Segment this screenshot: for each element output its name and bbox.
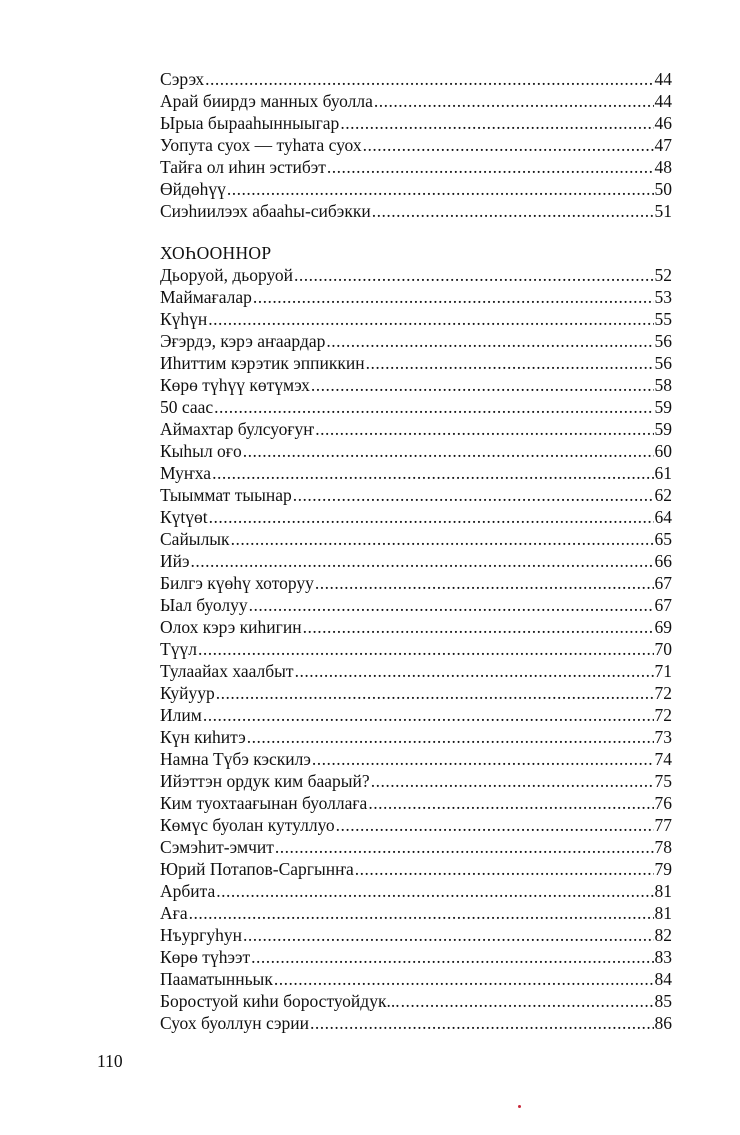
toc-entry-page: 72 — [654, 683, 672, 703]
toc-entry-page: 83 — [654, 947, 672, 967]
page-number: 110 — [97, 1051, 123, 1071]
toc-leader-dots — [275, 836, 654, 858]
toc-leader-dots — [209, 506, 654, 528]
toc-leader-dots — [363, 134, 654, 156]
toc-leader-dots — [231, 528, 654, 550]
toc-entry-page: 81 — [654, 903, 672, 923]
toc-entry-title: Пааматынньык — [160, 969, 273, 989]
toc-leader-dots — [249, 594, 654, 616]
toc-entry-title: Арай биирдэ манных буолла — [160, 91, 373, 111]
toc-leader-dots — [315, 418, 653, 440]
toc-entry-title: Күһүн — [160, 309, 208, 329]
toc-entry-title: Көрө түһүү көтүмэх — [160, 375, 310, 395]
section-heading: ХОҺООННОР — [160, 243, 272, 263]
toc-entry — [160, 594, 672, 616]
toc-entry — [160, 134, 672, 156]
toc-entry-title: Сиэһиилээх абааһы-сибэкки — [160, 201, 371, 221]
toc-leader-dots — [253, 286, 654, 308]
toc-leader-dots — [214, 396, 653, 418]
toc-entry — [160, 200, 672, 222]
toc-entry — [160, 660, 672, 682]
ink-speck — [518, 1105, 521, 1108]
toc-entry-page: 56 — [654, 331, 672, 351]
toc-entry — [160, 990, 672, 1012]
toc-entry-title: Ыал буолуу — [160, 595, 248, 615]
toc-entry-page: 85 — [654, 991, 672, 1011]
toc-entry-title: Күн киһитэ — [160, 727, 246, 747]
toc-entry — [160, 178, 672, 200]
toc-entry-title: Аймахтар булсуоғуҥ — [160, 419, 315, 439]
toc-leader-dots — [368, 792, 653, 814]
toc-entry-page: 47 — [654, 135, 672, 155]
toc-entry-title: Уопута суох — туһата суох — [160, 135, 362, 155]
toc-entry-title: Иһиттим кэрэтик эппиккин — [160, 353, 365, 373]
toc-leader-dots — [340, 112, 653, 134]
toc-entry-page: 65 — [654, 529, 672, 549]
toc-entry-page: 84 — [654, 969, 672, 989]
toc-entry — [160, 858, 672, 880]
toc-leader-dots — [295, 660, 654, 682]
toc-entry — [160, 308, 672, 330]
toc-entry — [160, 352, 672, 374]
toc-entry-title: Аға — [160, 903, 188, 923]
toc-leader-dots — [243, 440, 654, 462]
toc-leader-dots — [327, 156, 654, 178]
toc-entry — [160, 462, 672, 484]
toc-entry — [160, 880, 672, 902]
toc-entry — [160, 682, 672, 704]
toc-entry — [160, 156, 672, 178]
toc-leader-dots — [198, 638, 654, 660]
toc-entry-title: Муҥха — [160, 463, 212, 483]
toc-entry — [160, 638, 672, 660]
toc-entry-page: 64 — [654, 507, 672, 527]
toc-leader-dots — [216, 682, 654, 704]
toc-entry-title: Билгэ күөһү хоторуу — [160, 573, 314, 593]
toc-entry-title: Тайға ол иһин эстибэт — [160, 157, 326, 177]
toc-entry-page: 52 — [654, 265, 672, 285]
toc-entry-page: 44 — [654, 91, 672, 111]
toc-entry-page: 53 — [654, 287, 672, 307]
toc-entry-page: 48 — [654, 157, 672, 177]
toc-entry — [160, 286, 672, 308]
toc-entry-title: Дьоруой, дьоруой — [160, 265, 293, 285]
toc-entry-page: 67 — [654, 595, 672, 615]
toc-entry — [160, 396, 672, 418]
toc-entry-page: 86 — [654, 1013, 672, 1033]
toc-entry-title: Кыһыл оғо — [160, 441, 242, 461]
toc-entry-page: 78 — [654, 837, 672, 857]
toc-entry-page: 71 — [654, 661, 672, 681]
toc-entry — [160, 484, 672, 506]
toc-entry-title: Ийэттэн ордук ким баарый? — [160, 771, 370, 791]
toc-leader-dots — [189, 902, 654, 924]
toc-entry-title: Өйдөһүү — [160, 179, 226, 199]
toc-entry-page: 55 — [654, 309, 672, 329]
toc-entry-title: Сайылык — [160, 529, 230, 549]
toc-entry — [160, 550, 672, 572]
toc-entry-page: 73 — [654, 727, 672, 747]
toc-leader-dots — [303, 616, 654, 638]
toc-entry-title: Суох буоллун сэрии — [160, 1013, 309, 1033]
toc-entry — [160, 968, 672, 990]
toc-entry — [160, 704, 672, 726]
toc-entry — [160, 418, 672, 440]
toc-entry-page: 72 — [654, 705, 672, 725]
toc-leader-dots — [355, 858, 654, 880]
toc-entry-page: 82 — [654, 925, 672, 945]
toc-entry-title: Илим — [160, 705, 202, 725]
toc-entry — [160, 946, 672, 968]
toc-leader-dots — [293, 484, 654, 506]
toc-entry-page: 62 — [654, 485, 672, 505]
toc-entry-page: 59 — [654, 419, 672, 439]
toc-entry-title: Эғэрдэ, кэрэ аҥаардар — [160, 331, 326, 351]
toc-entry — [160, 572, 672, 594]
toc-leader-dots — [366, 352, 654, 374]
toc-entry-page: 61 — [654, 463, 672, 483]
toc-leader-dots — [371, 770, 654, 792]
table-of-contents — [160, 68, 672, 1034]
toc-entry — [160, 506, 672, 528]
toc-leader-dots — [212, 462, 653, 484]
toc-group-2 — [160, 264, 672, 1034]
toc-entry — [160, 374, 672, 396]
toc-entry — [160, 924, 672, 946]
toc-entry — [160, 528, 672, 550]
toc-leader-dots — [243, 924, 654, 946]
toc-entry-title: Тыыммат тыынар — [160, 485, 292, 505]
toc-entry-title: Маймaғалар — [160, 287, 252, 307]
toc-entry — [160, 90, 672, 112]
toc-leader-dots — [312, 748, 654, 770]
toc-entry-title: Көмүс буолан кутуллуо — [160, 815, 335, 835]
toc-leader-dots — [372, 200, 654, 222]
toc-entry-page: 51 — [654, 201, 672, 221]
toc-leader-dots — [336, 814, 654, 836]
toc-entry — [160, 748, 672, 770]
toc-entry-title: Тулаайах хаалбыт — [160, 661, 294, 681]
toc-entry-title: Түүл — [160, 639, 197, 659]
toc-entry — [160, 68, 672, 90]
toc-entry — [160, 770, 672, 792]
toc-leader-dots — [208, 308, 653, 330]
toc-entry-page: 56 — [654, 353, 672, 373]
toc-entry-title: Ким туохтаағынан буоллаға — [160, 793, 368, 813]
toc-entry-title: 50 саас — [160, 397, 214, 417]
toc-entry-page: 59 — [654, 397, 672, 417]
toc-entry-page: 69 — [654, 617, 672, 637]
toc-leader-dots — [191, 550, 654, 572]
toc-entry-page: 46 — [654, 113, 672, 133]
toc-entry — [160, 440, 672, 462]
toc-entry-title: Намна Түбэ кэскилэ — [160, 749, 311, 769]
toc-entry-page: 44 — [654, 69, 672, 89]
toc-entry-title: Арбита — [160, 881, 216, 901]
toc-leader-dots — [251, 946, 653, 968]
toc-entry-title: Көрө түһээт — [160, 947, 251, 967]
toc-leader-dots — [247, 726, 654, 748]
toc-entry — [160, 836, 672, 858]
toc-leader-dots — [294, 264, 654, 286]
toc-entry-page: 81 — [654, 881, 672, 901]
toc-leader-dots — [311, 374, 654, 396]
toc-leader-dots — [401, 990, 654, 1012]
toc-leader-dots — [203, 704, 654, 726]
toc-entry-title: Нъургуһун — [160, 925, 242, 945]
toc-entry-page: 70 — [654, 639, 672, 659]
toc-leader-dots — [205, 68, 653, 90]
toc-entry-page: 66 — [654, 551, 672, 571]
toc-entry-title: Боростуой киһи боростуойдук... — [160, 991, 400, 1011]
toc-leader-dots — [315, 572, 654, 594]
toc-leader-dots — [326, 330, 653, 352]
toc-entry — [160, 792, 672, 814]
toc-entry — [160, 726, 672, 748]
toc-leader-dots — [374, 90, 654, 112]
toc-entry-page: 58 — [654, 375, 672, 395]
toc-entry-page: 76 — [654, 793, 672, 813]
toc-entry-page: 60 — [654, 441, 672, 461]
toc-entry-title: Күtүөt — [160, 507, 208, 527]
toc-entry-title: Куйуур — [160, 683, 215, 703]
toc-entry-page: 67 — [654, 573, 672, 593]
toc-entry — [160, 264, 672, 286]
toc-leader-dots — [216, 880, 653, 902]
toc-entry — [160, 112, 672, 134]
toc-entry-title: Ырыа бырааһынныыгар — [160, 113, 340, 133]
toc-entry-title: Олох кэрэ киһигин — [160, 617, 302, 637]
toc-entry — [160, 814, 672, 836]
toc-entry — [160, 1012, 672, 1034]
toc-entry-page: 50 — [654, 179, 672, 199]
toc-leader-dots — [274, 968, 654, 990]
toc-entry-page: 74 — [654, 749, 672, 769]
toc-entry-page: 75 — [654, 771, 672, 791]
toc-entry — [160, 330, 672, 352]
toc-entry-title: Сэрэх — [160, 69, 205, 89]
toc-leader-dots — [227, 178, 654, 200]
toc-entry-page: 77 — [654, 815, 672, 835]
toc-entry — [160, 902, 672, 924]
toc-entry-page: 79 — [654, 859, 672, 879]
toc-entry-title: Сэмэһит-эмчит — [160, 837, 274, 857]
toc-group-1 — [160, 68, 672, 222]
toc-entry-title: Юрий Потапов-Саргынҥа — [160, 859, 354, 879]
toc-entry — [160, 616, 672, 638]
toc-entry-title: Ийэ — [160, 551, 190, 571]
toc-leader-dots — [310, 1012, 654, 1034]
